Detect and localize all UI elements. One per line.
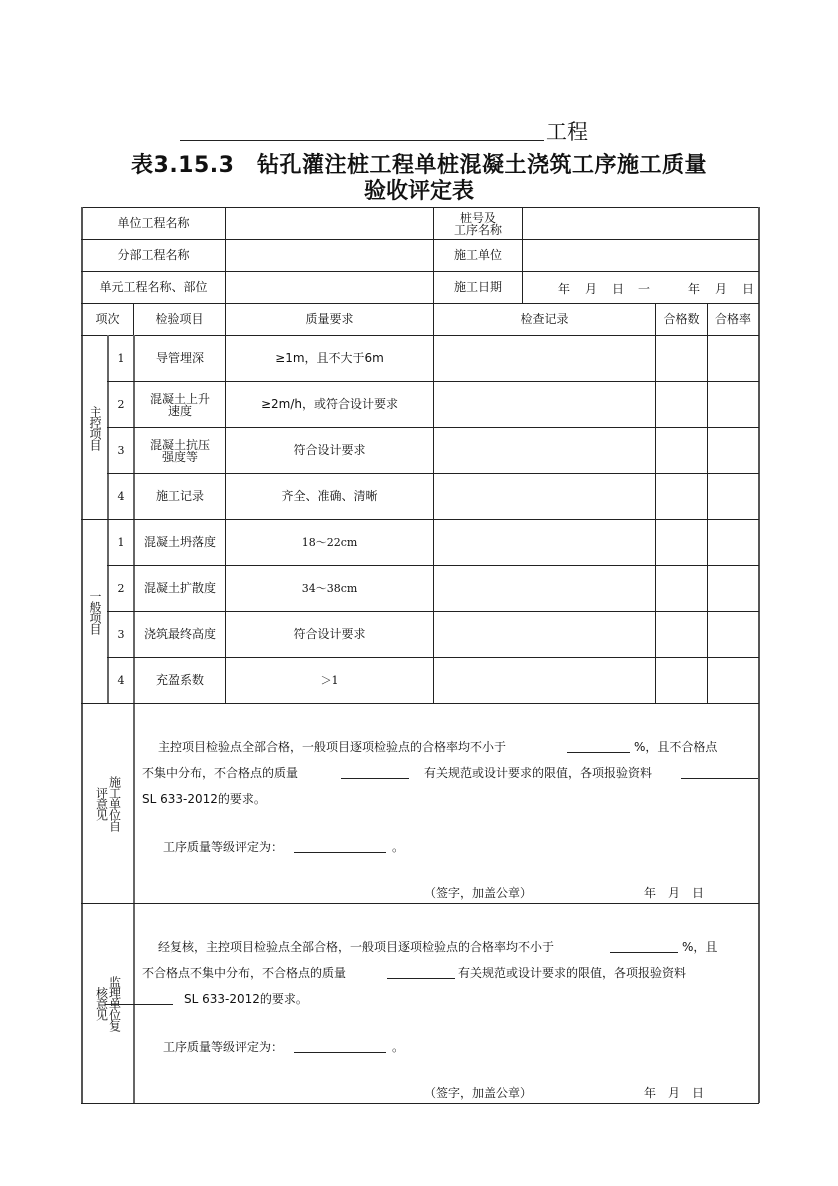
supervisor-quality-blank[interactable] (387, 978, 455, 979)
row-no: 4 (117, 674, 125, 687)
construction-unit-field[interactable] (523, 240, 758, 271)
row-req: ＞1 (320, 674, 339, 687)
col-header-quality-req: 质量要求 (305, 312, 354, 326)
row-count[interactable] (656, 658, 707, 703)
row-req: 齐全、准确、清晰 (281, 489, 378, 503)
table-border-right (758, 207, 760, 1103)
row-item: 混凝土扩散度 (143, 581, 216, 595)
row-no: 2 (117, 582, 125, 595)
row-count[interactable] (656, 382, 707, 427)
unit-project-label: 单位工程名称 (117, 216, 190, 230)
row-item (135, 428, 225, 473)
row-count[interactable] (656, 566, 707, 611)
construction-date-field[interactable] (523, 272, 758, 303)
row-rate[interactable] (708, 474, 758, 519)
row-req: 34～38cm (301, 582, 358, 595)
contractor-text-line2: 不集中分布，不合格点的质量 (142, 766, 299, 780)
supervisor-text-line1-end: %，且 (682, 940, 718, 954)
col-header-inspection-record: 检查记录 (520, 312, 569, 326)
supervisor-docs-blank[interactable] (105, 1004, 173, 1005)
supervisor-text-line1: 经复核，主控项目检验点全部合格，一般项目逐项检验点的合格率均不小于 (158, 940, 555, 954)
row-no: 1 (117, 352, 125, 365)
supervisor-signature: （签字，加盖公章） (424, 1086, 533, 1100)
contractor-grade-label: 工序质量等级评定为： (163, 840, 284, 854)
row-count[interactable] (656, 336, 707, 381)
element-project-label: 单元工程名称、部位 (99, 280, 208, 294)
supervisor-date[interactable]: 年 月 日 (644, 1086, 705, 1100)
sub-project-label: 分部工程名称 (117, 248, 190, 262)
contractor-signature: （签字，加盖公章） (424, 886, 533, 900)
general-label-text: 一般项目 (88, 589, 102, 634)
date-start-day: 日 (612, 282, 625, 296)
supervisor-opinion-label-text: 监理单位复核意见 (94, 976, 122, 1031)
row-record[interactable] (434, 566, 655, 611)
supervisor-text-line2-end: 有关规范或设计要求的限值，各项报验资料 (458, 966, 687, 980)
contractor-text-line2-end: 有关规范或设计要求的限值，各项报验资料 (424, 766, 653, 780)
row-no: 4 (117, 490, 125, 503)
row-rate[interactable] (708, 382, 758, 427)
contractor-grade-blank[interactable] (294, 852, 386, 853)
contractor-text-line1: 主控项目检验点全部合格，一般项目逐项检验点的合格率均不小于 (158, 740, 507, 754)
row-rate[interactable] (708, 566, 758, 611)
contractor-quality-blank[interactable] (341, 778, 409, 779)
row-record[interactable] (434, 336, 655, 381)
contractor-docs-blank[interactable] (681, 778, 758, 779)
row-no: 2 (117, 398, 125, 411)
date-separator: 一 (638, 282, 651, 296)
row-item: 充盈系数 (155, 673, 204, 687)
row-rate[interactable] (708, 612, 758, 657)
pile-no-label (434, 208, 522, 239)
general-group-label (82, 520, 107, 703)
pile-no-label-line2: 工序名称 (453, 222, 502, 237)
row-rate[interactable] (708, 428, 758, 473)
row-item-line2: 速度 (167, 403, 192, 418)
col-header-item-no: 项次 (95, 312, 120, 326)
contractor-text-line1-end: %，且不合格点 (634, 740, 718, 754)
row-req: ≥2m/h，或符合设计要求 (260, 397, 399, 411)
row-count[interactable] (656, 520, 707, 565)
contractor-opinion-label (82, 704, 133, 903)
form-title-line2: 验收评定表 (363, 179, 474, 204)
supervisor-grade-end: 。 (392, 1040, 405, 1054)
date-start-year: 年 (558, 282, 571, 296)
row-line (81, 903, 759, 904)
element-project-field[interactable] (226, 272, 433, 303)
row-no: 3 (117, 628, 125, 641)
main-control-label-text: 主控项目 (88, 405, 102, 450)
row-item (135, 382, 225, 427)
row-line (81, 703, 759, 704)
row-record[interactable] (434, 658, 655, 703)
main-control-group-label (82, 336, 107, 519)
date-end-day: 日 (742, 282, 755, 296)
supervisor-grade-blank[interactable] (294, 1052, 386, 1053)
unit-project-field[interactable] (226, 208, 433, 239)
row-rate[interactable] (708, 658, 758, 703)
row-item: 浇筑最终高度 (143, 627, 216, 641)
row-rate[interactable] (708, 336, 758, 381)
project-name-blank[interactable] (180, 140, 544, 141)
date-start-month: 月 (585, 282, 598, 296)
row-item: 混凝土坍落度 (143, 535, 216, 549)
supervisor-text-line2: 不合格点不集中分布，不合格点的质量 (142, 966, 347, 980)
contractor-pass-rate-blank[interactable] (567, 752, 630, 753)
row-item-line1: 混凝土上升 (149, 391, 210, 406)
row-count[interactable] (656, 428, 707, 473)
construction-date-label: 施工日期 (453, 280, 502, 294)
supervisor-grade-label: 工序质量等级评定为： (163, 1040, 284, 1054)
row-rate[interactable] (708, 520, 758, 565)
col-header-qualified-rate: 合格率 (714, 312, 751, 326)
row-item: 施工记录 (155, 489, 204, 503)
row-count[interactable] (656, 612, 707, 657)
form-title: 表3.15.3 钻孔灌注桩工程单桩混凝土浇筑工序施工质量 (131, 153, 707, 178)
contractor-date[interactable]: 年 月 日 (644, 886, 705, 900)
row-req: 符合设计要求 (293, 627, 366, 641)
sub-project-field[interactable] (226, 240, 433, 271)
contractor-opinion-label-text: 施工单位自评意见 (94, 776, 122, 831)
date-end-year: 年 (688, 282, 701, 296)
row-no: 1 (117, 536, 125, 549)
table-border-bottom (81, 1103, 759, 1104)
row-record[interactable] (434, 520, 655, 565)
row-req: 18～22cm (301, 536, 358, 549)
construction-unit-label: 施工单位 (453, 248, 502, 262)
row-record[interactable] (434, 474, 655, 519)
row-req: 符合设计要求 (293, 443, 366, 457)
row-record[interactable] (434, 428, 655, 473)
pile-no-label-line1: 桩号及 (459, 210, 496, 225)
project-suffix: 工程 (546, 120, 588, 144)
row-no: 3 (117, 444, 125, 457)
contractor-grade-end: 。 (392, 840, 405, 854)
row-record[interactable] (434, 612, 655, 657)
row-record[interactable] (434, 382, 655, 427)
date-end-month: 月 (715, 282, 728, 296)
row-item-line2: 强度等 (161, 449, 198, 464)
contractor-text-line3: SL 633-2012的要求。 (142, 792, 266, 806)
row-item-line1: 混凝土抗压 (149, 437, 210, 452)
col-header-inspection-item: 检验项目 (155, 312, 204, 326)
row-item: 导管埋深 (155, 351, 204, 365)
pile-no-field[interactable] (523, 208, 758, 239)
row-req: ≥1m，且不大于6m (275, 351, 384, 365)
col-header-qualified-count: 合格数 (663, 312, 700, 326)
supervisor-pass-rate-blank[interactable] (610, 952, 678, 953)
supervisor-text-line3: SL 633-2012的要求。 (184, 992, 308, 1006)
row-count[interactable] (656, 474, 707, 519)
